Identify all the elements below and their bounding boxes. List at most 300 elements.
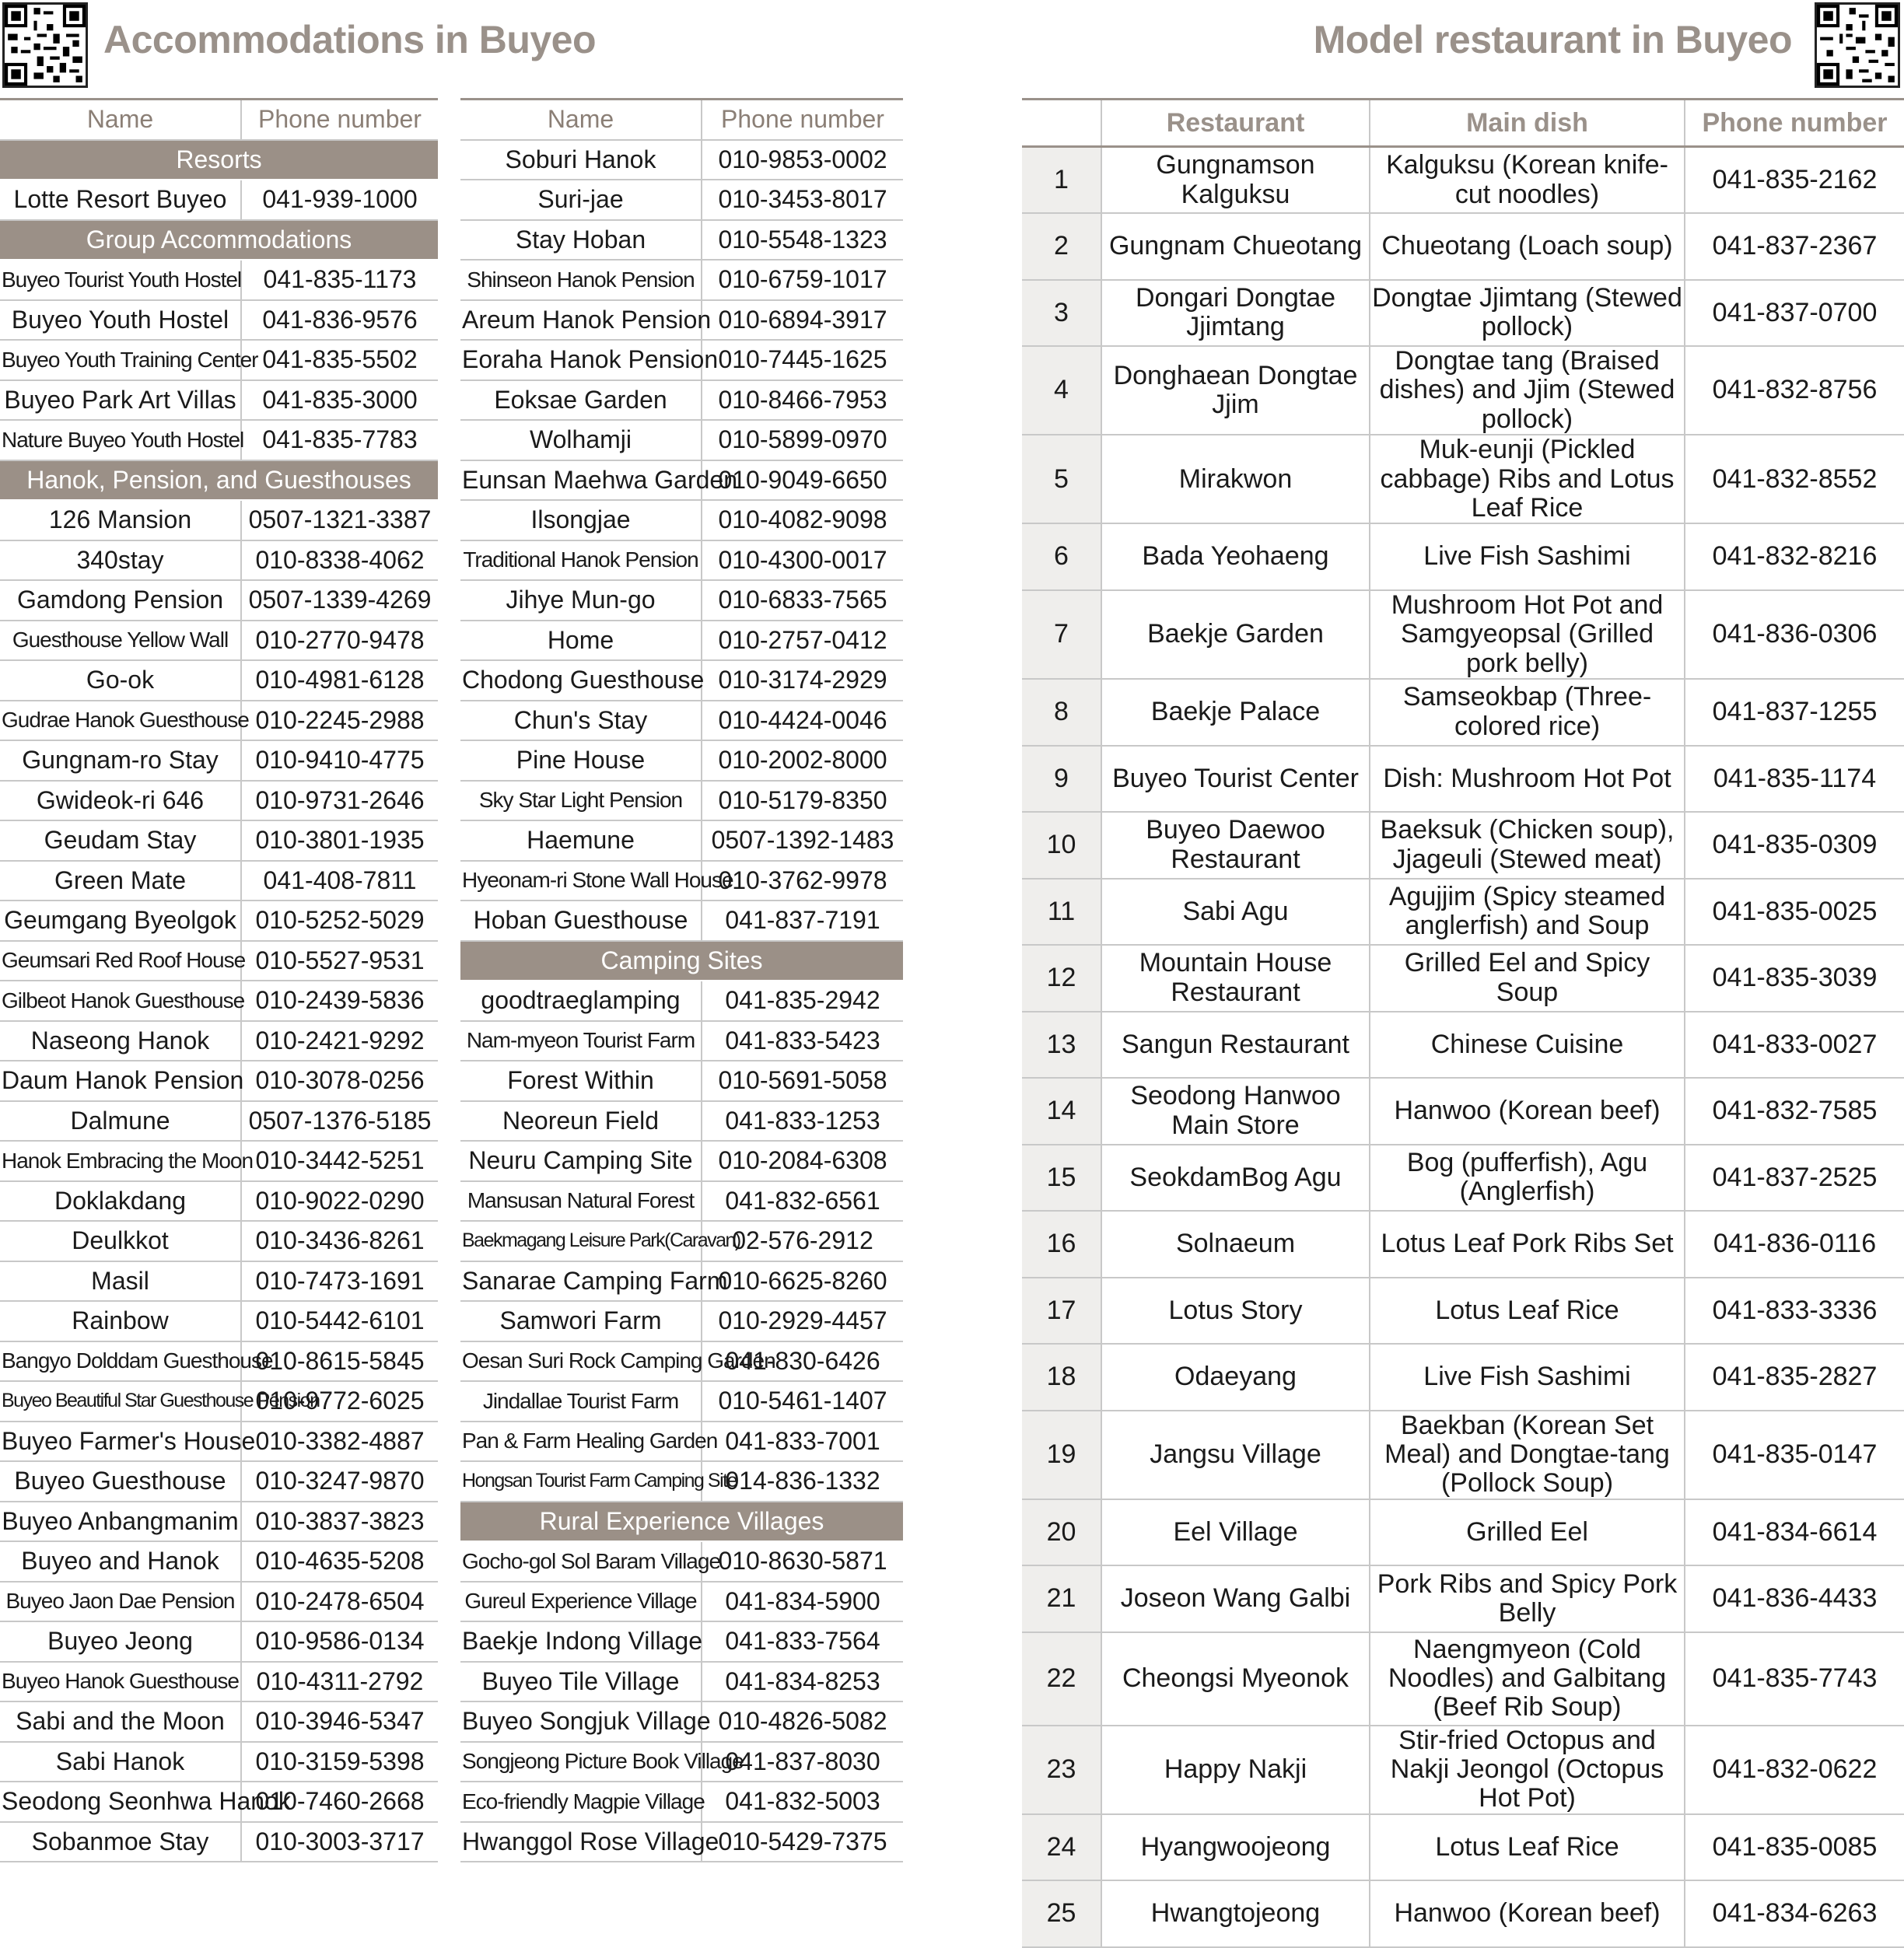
table-header-row bbox=[460, 100, 903, 140]
phone-number: 010-9586-0134 bbox=[241, 1621, 438, 1662]
table-row bbox=[0, 1341, 438, 1382]
phone-number: 010-7445-1625 bbox=[702, 340, 903, 380]
section-title: Hanok, Pension, and Guesthouses bbox=[0, 460, 438, 501]
main-dish: Lotus Leaf Rice bbox=[1370, 1814, 1685, 1881]
column-header-number bbox=[1022, 100, 1101, 147]
row-number: 25 bbox=[1022, 1880, 1101, 1947]
restaurant-name: Joseon Wang Galbi bbox=[1101, 1565, 1370, 1632]
phone-number: 010-2929-4457 bbox=[702, 1301, 903, 1341]
section-header-row bbox=[0, 460, 438, 501]
phone-number: 010-5548-1323 bbox=[702, 220, 903, 261]
phone-number: 041-833-5423 bbox=[702, 1021, 903, 1061]
main-dish: Bog (pufferfish), Agu (Anglerfish) bbox=[1370, 1145, 1685, 1212]
phone-number: 041-837-2525 bbox=[1685, 1145, 1904, 1212]
phone-number: 041-833-0027 bbox=[1685, 1012, 1904, 1079]
restaurant-name: Buyeo Daewoo Restaurant bbox=[1101, 812, 1370, 879]
phone-number: 010-2770-9478 bbox=[241, 621, 438, 661]
table-row bbox=[0, 1061, 438, 1101]
restaurant-name: Baekje Garden bbox=[1101, 590, 1370, 679]
restaurant-name: Donghaean Dongtae Jjim bbox=[1101, 346, 1370, 435]
phone-number: 041-834-6614 bbox=[1685, 1499, 1904, 1566]
accommodation-name: Areum Hanok Pension bbox=[460, 300, 702, 341]
column-header-phone: Phone number bbox=[1685, 100, 1904, 147]
phone-number: 010-9410-4775 bbox=[241, 740, 438, 781]
table-row bbox=[0, 1301, 438, 1341]
phone-number: 010-3436-8261 bbox=[241, 1221, 438, 1261]
table-row bbox=[0, 1422, 438, 1462]
table-row bbox=[460, 1181, 903, 1222]
section-header-row bbox=[0, 140, 438, 180]
phone-number: 010-2245-2988 bbox=[241, 701, 438, 741]
table-row bbox=[460, 901, 903, 941]
accommodation-name: Dalmune bbox=[0, 1101, 241, 1142]
main-dish: Baekban (Korean Set Meal) and Dongtae-tang (Pollock Soup) bbox=[1370, 1411, 1685, 1499]
accommodation-name: Nature Buyeo Youth Hostel bbox=[0, 420, 241, 460]
table-row bbox=[1022, 523, 1904, 590]
phone-number: 041-835-0085 bbox=[1685, 1814, 1904, 1881]
main-dish: Kalguksu (Korean knife-cut noodles) bbox=[1370, 147, 1685, 214]
table-row bbox=[460, 1381, 903, 1422]
restaurant-name: Sangun Restaurant bbox=[1101, 1012, 1370, 1079]
accommodation-name: Gudrae Hanok Guesthouse bbox=[0, 701, 241, 741]
phone-number: 041-835-2942 bbox=[702, 981, 903, 1021]
table-row bbox=[460, 460, 903, 501]
table-row bbox=[0, 1101, 438, 1142]
phone-number: 041-834-6263 bbox=[1685, 1880, 1904, 1947]
accommodations-table-1 bbox=[0, 98, 438, 1862]
table-row bbox=[0, 781, 438, 821]
accommodation-name: Pan & Farm Healing Garden bbox=[460, 1422, 702, 1462]
table-row bbox=[460, 1341, 903, 1382]
phone-number: 010-3762-9978 bbox=[702, 861, 903, 901]
row-number: 14 bbox=[1022, 1078, 1101, 1145]
table-row bbox=[460, 260, 903, 300]
phone-number: 010-3078-0256 bbox=[241, 1061, 438, 1101]
main-dish: Hanwoo (Korean beef) bbox=[1370, 1078, 1685, 1145]
accommodation-name: goodtraeglamping bbox=[460, 981, 702, 1021]
accommodation-name: Stay Hoban bbox=[460, 220, 702, 261]
accommodation-name: Home bbox=[460, 621, 702, 661]
restaurant-name: Gungnam Chueotang bbox=[1101, 213, 1370, 280]
accommodation-name: Buyeo Tourist Youth Hostel bbox=[0, 260, 241, 300]
phone-number: 010-3801-1935 bbox=[241, 820, 438, 861]
accommodation-name: Gungnam-ro Stay bbox=[0, 740, 241, 781]
table-row bbox=[460, 1822, 903, 1862]
phone-number: 041-835-5502 bbox=[241, 340, 438, 380]
section-header-row bbox=[460, 941, 903, 981]
table-row bbox=[0, 1381, 438, 1422]
phone-number: 041-834-5900 bbox=[702, 1582, 903, 1622]
accommodation-name: Seodong Seonhwa Hanok bbox=[0, 1782, 241, 1822]
accommodation-name: Buyeo Park Art Villas bbox=[0, 380, 241, 421]
table-row bbox=[460, 420, 903, 460]
accommodation-name: Eco-friendly Magpie Village bbox=[460, 1782, 702, 1822]
table-row bbox=[1022, 1726, 1904, 1814]
table-row bbox=[460, 820, 903, 861]
accommodation-name: Oesan Suri Rock Camping Garden bbox=[460, 1341, 702, 1382]
phone-number: 010-3837-3823 bbox=[241, 1502, 438, 1542]
restaurant-name: Hwangtojeong bbox=[1101, 1880, 1370, 1947]
phone-number: 010-2002-8000 bbox=[702, 740, 903, 781]
main-dish: Naengmyeon (Cold Noodles) and Galbitang (Beef Rib Soup) bbox=[1370, 1632, 1685, 1726]
phone-number: 010-5899-0970 bbox=[702, 420, 903, 460]
phone-number: 010-2478-6504 bbox=[241, 1582, 438, 1622]
phone-number: 041-830-6426 bbox=[702, 1341, 903, 1382]
table-row bbox=[1022, 1499, 1904, 1566]
table-row bbox=[1022, 1278, 1904, 1345]
table-row bbox=[0, 660, 438, 701]
table-row bbox=[1022, 1814, 1904, 1881]
table-row bbox=[460, 580, 903, 621]
accommodation-name: Hyeonam-ri Stone Wall House bbox=[460, 861, 702, 901]
section-header-row bbox=[0, 220, 438, 261]
table-row bbox=[460, 1782, 903, 1822]
accommodation-name: Buyeo and Hanok bbox=[0, 1541, 241, 1582]
table-row bbox=[1022, 945, 1904, 1012]
table-row bbox=[1022, 1344, 1904, 1411]
restaurant-name: Jangsu Village bbox=[1101, 1411, 1370, 1499]
accommodation-name: Songjeong Picture Book Village bbox=[460, 1742, 702, 1782]
table-row bbox=[460, 981, 903, 1021]
accommodation-name: Buyeo Youth Training Center bbox=[0, 340, 241, 380]
table-row bbox=[0, 1582, 438, 1622]
restaurant-name: Lotus Story bbox=[1101, 1278, 1370, 1345]
row-number: 10 bbox=[1022, 812, 1101, 879]
row-number: 22 bbox=[1022, 1632, 1101, 1726]
row-number: 18 bbox=[1022, 1344, 1101, 1411]
row-number: 21 bbox=[1022, 1565, 1101, 1632]
restaurant-name: Mirakwon bbox=[1101, 435, 1370, 523]
phone-number: 041-832-6561 bbox=[702, 1181, 903, 1222]
phone-number: 010-5691-5058 bbox=[702, 1061, 903, 1101]
phone-number: 010-5179-8350 bbox=[702, 781, 903, 821]
accommodation-name: Buyeo Jeong bbox=[0, 1621, 241, 1662]
phone-number: 041-835-2827 bbox=[1685, 1344, 1904, 1411]
row-number: 13 bbox=[1022, 1012, 1101, 1079]
table-row bbox=[1022, 1145, 1904, 1212]
phone-number: 010-3946-5347 bbox=[241, 1701, 438, 1742]
table-row bbox=[0, 420, 438, 460]
table-row bbox=[460, 1701, 903, 1742]
table-row bbox=[0, 621, 438, 661]
phone-number: 0507-1321-3387 bbox=[241, 500, 438, 540]
phone-number: 0507-1392-1483 bbox=[702, 820, 903, 861]
row-number: 16 bbox=[1022, 1211, 1101, 1278]
table-row bbox=[460, 380, 903, 421]
accommodation-name: Samwori Farm bbox=[460, 1301, 702, 1341]
section-title: Resorts bbox=[0, 140, 438, 180]
table-row bbox=[0, 740, 438, 781]
restaurant-name: Buyeo Tourist Center bbox=[1101, 746, 1370, 813]
table-row bbox=[0, 701, 438, 741]
main-dish: Dongtae tang (Braised dishes) and Jjim (Stewed pollock) bbox=[1370, 346, 1685, 435]
restaurant-name: Solnaeum bbox=[1101, 1211, 1370, 1278]
table-row bbox=[460, 140, 903, 180]
accommodation-name: Sabi Hanok bbox=[0, 1742, 241, 1782]
main-dish: Grilled Eel and Spicy Soup bbox=[1370, 945, 1685, 1012]
row-number: 4 bbox=[1022, 346, 1101, 435]
table-row bbox=[0, 1502, 438, 1542]
phone-number: 041-832-8552 bbox=[1685, 435, 1904, 523]
accommodation-name: Neuru Camping Site bbox=[460, 1141, 702, 1181]
table-row bbox=[460, 540, 903, 581]
accommodation-name: Hwanggol Rose Village bbox=[460, 1822, 702, 1862]
row-number: 15 bbox=[1022, 1145, 1101, 1212]
phone-number: 041-834-8253 bbox=[702, 1662, 903, 1702]
qr-code-restaurants[interactable] bbox=[1815, 2, 1900, 88]
main-dish: Mushroom Hot Pot and Samgyeopsal (Grilled pork belly) bbox=[1370, 590, 1685, 679]
table-row bbox=[460, 781, 903, 821]
phone-number: 041-939-1000 bbox=[241, 180, 438, 220]
row-number: 19 bbox=[1022, 1411, 1101, 1499]
table-header-row bbox=[0, 100, 438, 140]
accommodation-name: Shinseon Hanok Pension bbox=[460, 260, 702, 300]
accommodation-name: Mansusan Natural Forest bbox=[460, 1181, 702, 1222]
phone-number: 010-6894-3917 bbox=[702, 300, 903, 341]
table-row bbox=[460, 500, 903, 540]
table-row bbox=[0, 1621, 438, 1662]
column-header-phone: Phone number bbox=[241, 100, 438, 140]
table-row bbox=[460, 1621, 903, 1662]
table-row bbox=[1022, 147, 1904, 214]
table-row bbox=[460, 340, 903, 380]
restaurant-name: Mountain House Restaurant bbox=[1101, 945, 1370, 1012]
phone-number: 041-832-5003 bbox=[702, 1782, 903, 1822]
table-row bbox=[0, 580, 438, 621]
main-dish: Dongtae Jjimtang (Stewed pollock) bbox=[1370, 280, 1685, 347]
accommodation-name: Go-ok bbox=[0, 660, 241, 701]
main-dish: Chueotang (Loach soup) bbox=[1370, 213, 1685, 280]
phone-number: 041-835-3039 bbox=[1685, 945, 1904, 1012]
phone-number: 010-9853-0002 bbox=[702, 140, 903, 180]
phone-number: 010-6759-1017 bbox=[702, 260, 903, 300]
phone-number: 041-833-7001 bbox=[702, 1422, 903, 1462]
table-row bbox=[1022, 213, 1904, 280]
row-number: 7 bbox=[1022, 590, 1101, 679]
table-row bbox=[1022, 1078, 1904, 1145]
phone-number: 010-5461-1407 bbox=[702, 1381, 903, 1422]
accommodation-name: Hoban Guesthouse bbox=[460, 901, 702, 941]
table-row bbox=[1022, 679, 1904, 746]
restaurant-name: Eel Village bbox=[1101, 1499, 1370, 1566]
phone-number: 010-4300-0017 bbox=[702, 540, 903, 581]
table-row bbox=[460, 220, 903, 261]
phone-number: 02-576-2912 bbox=[702, 1221, 903, 1261]
phone-number: 041-837-2367 bbox=[1685, 213, 1904, 280]
accommodation-name: Buyeo Jaon Dae Pension bbox=[0, 1582, 241, 1622]
phone-number: 041-837-0700 bbox=[1685, 280, 1904, 347]
table-row bbox=[460, 701, 903, 741]
main-dish: Live Fish Sashimi bbox=[1370, 1344, 1685, 1411]
table-row bbox=[0, 1181, 438, 1222]
phone-number: 041-832-0622 bbox=[1685, 1726, 1904, 1814]
phone-number: 010-3453-8017 bbox=[702, 180, 903, 220]
row-number: 20 bbox=[1022, 1499, 1101, 1566]
phone-number: 010-9049-6650 bbox=[702, 460, 903, 501]
table-row bbox=[0, 1021, 438, 1061]
accommodation-name: Green Mate bbox=[0, 861, 241, 901]
table-row bbox=[0, 500, 438, 540]
accommodation-name: Jindallae Tourist Farm bbox=[460, 1381, 702, 1422]
row-number: 9 bbox=[1022, 746, 1101, 813]
restaurant-name: Cheongsi Myeonok bbox=[1101, 1632, 1370, 1726]
table-row bbox=[0, 861, 438, 901]
row-number: 23 bbox=[1022, 1726, 1101, 1814]
table-row bbox=[0, 540, 438, 581]
main-dish: Stir-fried Octopus and Nakji Jeongol (Octopus Hot Pot) bbox=[1370, 1726, 1685, 1814]
qr-code-icon bbox=[5, 5, 86, 86]
accommodation-name: Hongsan Tourist Farm Camping Site bbox=[460, 1461, 702, 1502]
qr-code-icon bbox=[1817, 5, 1898, 86]
table-row bbox=[0, 340, 438, 380]
phone-number: 010-6625-8260 bbox=[702, 1261, 903, 1302]
table-row bbox=[0, 380, 438, 421]
accommodations-table-2 bbox=[460, 98, 903, 1862]
phone-number: 0507-1339-4269 bbox=[241, 580, 438, 621]
restaurants-table bbox=[1022, 98, 1904, 1948]
table-row bbox=[460, 180, 903, 220]
table-row bbox=[460, 621, 903, 661]
section-title: Camping Sites bbox=[460, 941, 903, 981]
accommodation-name: Traditional Hanok Pension bbox=[460, 540, 702, 581]
main-dish: Lotus Leaf Rice bbox=[1370, 1278, 1685, 1345]
accommodation-name: Chun's Stay bbox=[460, 701, 702, 741]
table-row bbox=[0, 1662, 438, 1702]
row-number: 11 bbox=[1022, 879, 1101, 946]
table-row bbox=[460, 1141, 903, 1181]
phone-number: 010-2439-5836 bbox=[241, 981, 438, 1021]
phone-number: 041-835-7783 bbox=[241, 420, 438, 460]
qr-code-accommodations[interactable] bbox=[2, 2, 88, 88]
accommodation-name: Baekje Indong Village bbox=[460, 1621, 702, 1662]
phone-number: 041-832-7585 bbox=[1685, 1078, 1904, 1145]
accommodation-name: Gilbeot Hanok Guesthouse bbox=[0, 981, 241, 1021]
table-row bbox=[460, 1021, 903, 1061]
phone-number: 041-835-1174 bbox=[1685, 746, 1904, 813]
main-dish: Grilled Eel bbox=[1370, 1499, 1685, 1566]
table-row bbox=[460, 1582, 903, 1622]
accommodation-name: Pine House bbox=[460, 740, 702, 781]
table-row bbox=[1022, 879, 1904, 946]
table-row bbox=[1022, 812, 1904, 879]
table-row bbox=[460, 1301, 903, 1341]
accommodation-name: Wolhamji bbox=[460, 420, 702, 460]
column-header-phone: Phone number bbox=[702, 100, 903, 140]
accommodation-name: Buyeo Songjuk Village bbox=[460, 1701, 702, 1742]
phone-number: 010-4082-9098 bbox=[702, 500, 903, 540]
phone-number: 041-833-7564 bbox=[702, 1621, 903, 1662]
phone-number: 010-5442-6101 bbox=[241, 1301, 438, 1341]
accommodation-name: Buyeo Anbangmanim bbox=[0, 1502, 241, 1542]
main-dish: Pork Ribs and Spicy Pork Belly bbox=[1370, 1565, 1685, 1632]
table-row bbox=[460, 740, 903, 781]
phone-number: 041-835-2162 bbox=[1685, 147, 1904, 214]
main-dish: Muk-eunji (Pickled cabbage) Ribs and Lotus Leaf Rice bbox=[1370, 435, 1685, 523]
accommodation-name: Hanok Embracing the Moon bbox=[0, 1141, 241, 1181]
restaurant-name: SeokdamBog Agu bbox=[1101, 1145, 1370, 1212]
accommodation-name: Chodong Guesthouse bbox=[460, 660, 702, 701]
table-row bbox=[1022, 1012, 1904, 1079]
restaurant-name: Hyangwoojeong bbox=[1101, 1814, 1370, 1881]
accommodation-name: Sobanmoe Stay bbox=[0, 1822, 241, 1862]
table-row bbox=[0, 180, 438, 220]
main-dish: Samseokbap (Three-colored rice) bbox=[1370, 679, 1685, 746]
table-row bbox=[460, 1261, 903, 1302]
section-title: Rural Experience Villages bbox=[460, 1502, 903, 1542]
phone-number: 010-3174-2929 bbox=[702, 660, 903, 701]
table-row bbox=[460, 1221, 903, 1261]
phone-number: 041-835-3000 bbox=[241, 380, 438, 421]
phone-number: 010-7473-1691 bbox=[241, 1261, 438, 1302]
table-row bbox=[0, 1221, 438, 1261]
table-row bbox=[460, 1461, 903, 1502]
table-row bbox=[1022, 346, 1904, 435]
table-row bbox=[1022, 1632, 1904, 1726]
accommodation-name: Suri-jae bbox=[460, 180, 702, 220]
table-row bbox=[0, 1701, 438, 1742]
table-row bbox=[0, 901, 438, 941]
phone-number: 010-4311-2792 bbox=[241, 1662, 438, 1702]
table-row bbox=[460, 1101, 903, 1142]
phone-number: 041-837-7191 bbox=[702, 901, 903, 941]
table-row bbox=[460, 1061, 903, 1101]
phone-number: 010-8630-5871 bbox=[702, 1541, 903, 1582]
accommodation-name: Nam-myeon Tourist Farm bbox=[460, 1021, 702, 1061]
phone-number: 041-835-0309 bbox=[1685, 812, 1904, 879]
phone-number: 041-835-1173 bbox=[241, 260, 438, 300]
table-row bbox=[1022, 1565, 1904, 1632]
accommodation-name: Daum Hanok Pension bbox=[0, 1061, 241, 1101]
phone-number: 010-9022-0290 bbox=[241, 1181, 438, 1222]
phone-number: 010-8615-5845 bbox=[241, 1341, 438, 1382]
phone-number: 010-3159-5398 bbox=[241, 1742, 438, 1782]
table-row bbox=[460, 1541, 903, 1582]
table-row bbox=[460, 861, 903, 901]
phone-number: 010-2757-0412 bbox=[702, 621, 903, 661]
table-row bbox=[1022, 280, 1904, 347]
section-title: Group Accommodations bbox=[0, 220, 438, 261]
restaurant-name: Baekje Palace bbox=[1101, 679, 1370, 746]
phone-number: 010-8466-7953 bbox=[702, 380, 903, 421]
phone-number: 010-5252-5029 bbox=[241, 901, 438, 941]
restaurant-name: Sabi Agu bbox=[1101, 879, 1370, 946]
table-row bbox=[1022, 746, 1904, 813]
accommodation-name: Geumsari Red Roof House bbox=[0, 941, 241, 981]
phone-number: 041-833-3336 bbox=[1685, 1278, 1904, 1345]
phone-number: 010-4981-6128 bbox=[241, 660, 438, 701]
accommodations-title: Accommodations in Buyeo bbox=[103, 18, 597, 61]
accommodation-name: Gamdong Pension bbox=[0, 580, 241, 621]
table-row bbox=[0, 1541, 438, 1582]
phone-number: 010-5527-9531 bbox=[241, 941, 438, 981]
accommodation-name: Eunsan Maehwa Garden bbox=[460, 460, 702, 501]
column-header-name: Name bbox=[0, 100, 241, 140]
column-header-restaurant: Restaurant bbox=[1101, 100, 1370, 147]
phone-number: 041-833-1253 bbox=[702, 1101, 903, 1142]
accommodation-name: Lotte Resort Buyeo bbox=[0, 180, 241, 220]
phone-number: 041-835-7743 bbox=[1685, 1632, 1904, 1726]
phone-number: 041-835-0147 bbox=[1685, 1411, 1904, 1499]
table-header-row bbox=[1022, 100, 1904, 147]
accommodation-name: Geumgang Byeolgok bbox=[0, 901, 241, 941]
accommodation-name: Doklakdang bbox=[0, 1181, 241, 1222]
table-row bbox=[1022, 435, 1904, 523]
table-row bbox=[460, 300, 903, 341]
table-row bbox=[1022, 1211, 1904, 1278]
table-row bbox=[1022, 1411, 1904, 1499]
phone-number: 041-832-8216 bbox=[1685, 523, 1904, 590]
accommodation-name: Ilsongjae bbox=[460, 500, 702, 540]
